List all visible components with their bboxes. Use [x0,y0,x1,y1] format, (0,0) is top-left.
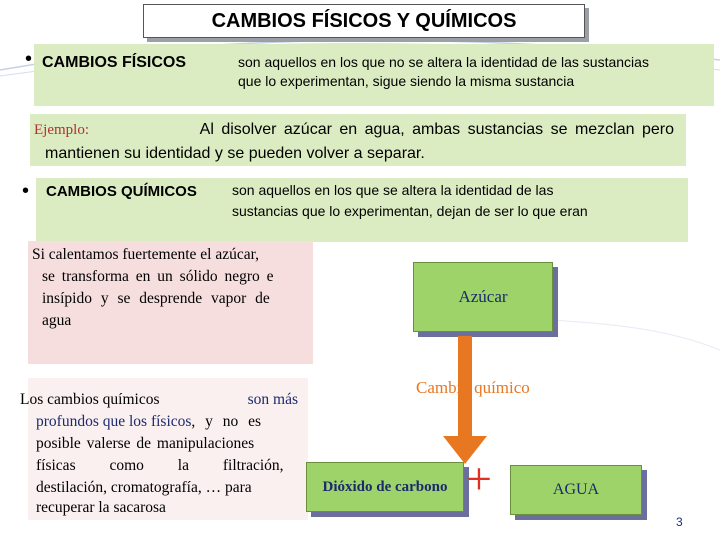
page-title: CAMBIOS FÍSICOS Y QUÍMICOS [211,9,517,32]
quimicos-bullet: • [22,180,30,202]
cambios-text-line1 [20,391,298,409]
azucar-text-line3: insípido y se desprende vapor de [42,290,270,307]
title-box [143,4,585,38]
cambios-text-line6: recuperar la sacarosa [36,499,166,516]
plus-sign: + [466,453,492,504]
cambios-text-l2b: , y no es [191,413,262,430]
azucar-text-line2: se transforma en un sólido negro e [42,268,274,285]
page-number: 3 [676,515,683,529]
cambios-text-line5: destilación, cromatografía, … para [36,479,252,496]
quimicos-def-line1: son aquellos en los que se altera la identidad de las [232,182,554,198]
quimicos-def-line2: sustancias que lo experimentan, dejan de ser lo que eran [232,203,588,219]
cambios-text-line2 [36,413,298,431]
agua-box [510,465,642,515]
fisicos-def-line2: que lo experimentan, sigue siendo la misma sustancia [238,73,575,89]
cambios-text-l2a: profundos que los físicos [36,413,192,430]
cambios-text-line3: posible valerse de manipulaciones [36,435,255,452]
ejemplo-line2: mantienen su identidad y se pueden volver a separar. [45,145,425,162]
ejemplo-line1: Al disolver azúcar en agua, ambas sustancias se mezclan pero [199,121,674,138]
azucar-box [413,262,553,332]
fisicos-label: CAMBIOS FÍSICOS [42,54,187,71]
azucar-text-line4: agua [42,312,72,329]
cambios-text-line4: físicas como la filtración, [36,457,284,474]
fisicos-def-line1: son aquellos en los que no se altera la identidad de las sustancias [238,54,649,70]
azucar-label: Azúcar [458,287,508,306]
ejemplo-prefix: Ejemplo: [34,122,89,138]
dioxido-box [306,462,464,512]
dioxido-label: Dióxido de carbono [322,478,448,495]
arrow-down-icon [435,336,495,466]
cambios-text-l1a: Los cambios químicos [20,391,160,408]
quimicos-label: CAMBIOS QUÍMICOS [46,183,197,200]
cambio-quimico-label: Cambio químico [416,378,530,397]
ejemplo-line1-row [34,121,674,139]
azucar-text-line1: Si calentamos fuertemente el azúcar, [32,246,260,263]
fisicos-bullet: • [25,48,33,70]
agua-label: AGUA [552,481,600,498]
cambios-text-l1b: son más [247,391,298,408]
